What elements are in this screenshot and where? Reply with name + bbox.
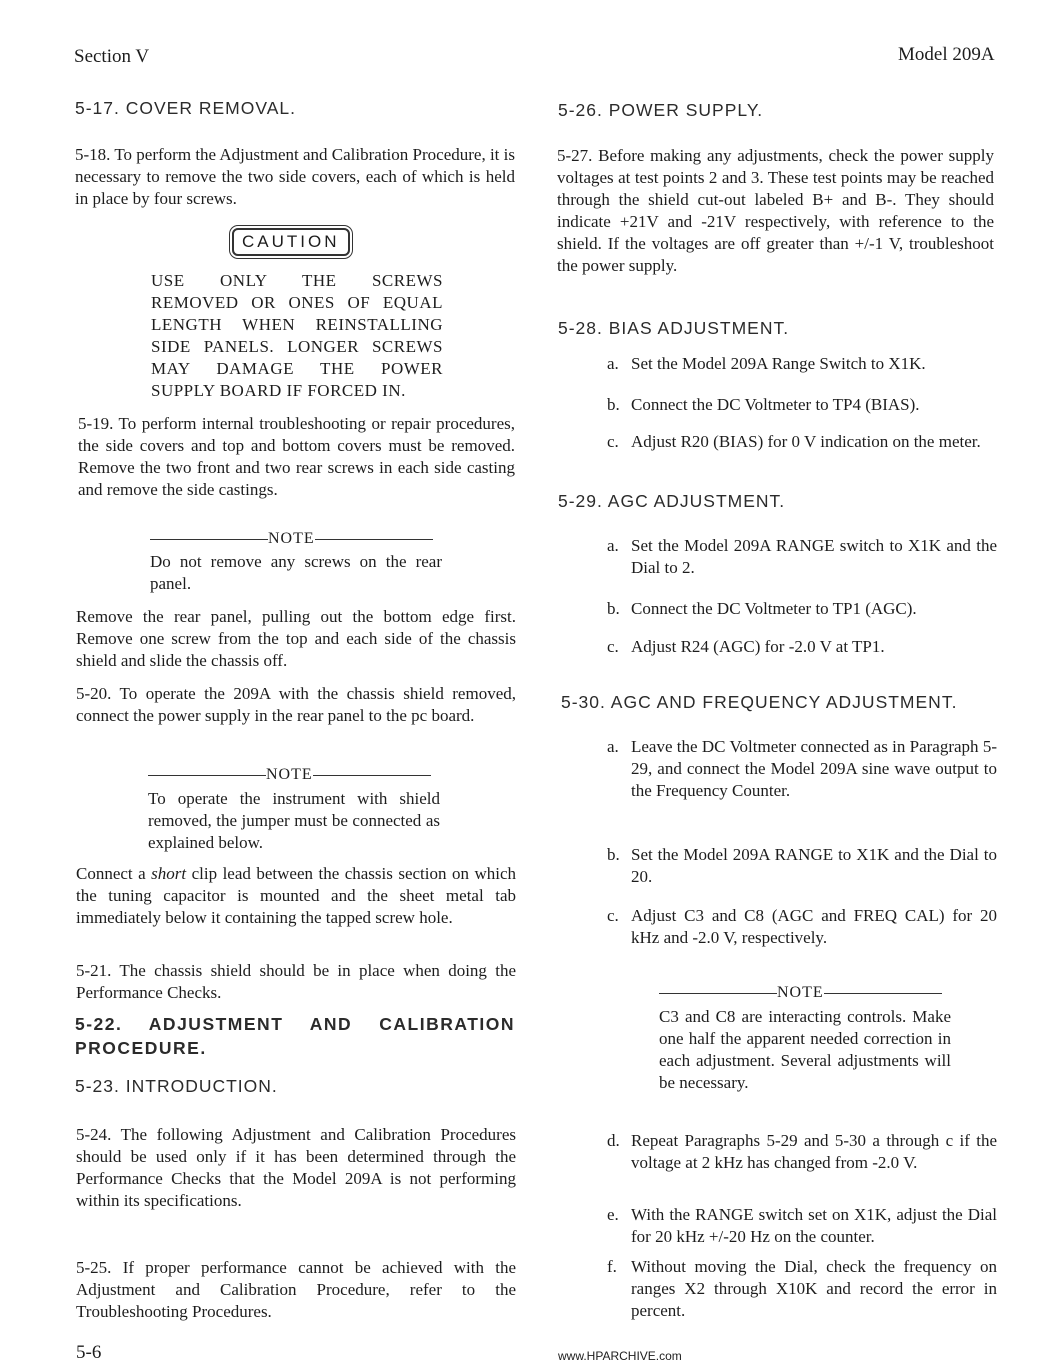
bias-step-a-label: a. <box>607 354 619 373</box>
paragraph-5-20: 5-20. To operate the 209A with the chassis shield removed, connect the power supply in the rear panel to the pc board. <box>76 684 516 725</box>
note-1-header <box>150 530 433 548</box>
freq-step-d-label: d. <box>607 1131 620 1150</box>
bias-step-b-text: Connect the DC Voltmeter to TP4 (BIAS). <box>631 395 920 414</box>
note-1-label: NOTE <box>268 530 315 547</box>
heading-5-23: 5-23. INTRODUCTION. <box>75 1076 278 1096</box>
note-2-rule-right <box>313 775 431 776</box>
note-3-header <box>659 984 942 1002</box>
agc-step-c-label: c. <box>607 637 619 656</box>
agc-step-b-text: Connect the DC Voltmeter to TP1 (AGC). <box>631 599 917 618</box>
archive-link[interactable]: www.HPARCHIVE.com <box>558 1349 682 1363</box>
freq-step-a-text: Leave the DC Voltmeter connected as in Paragraph 5-29, and connect the Model 209A sine wave output to the Frequency Counter. <box>631 737 997 800</box>
note-3-text: C3 and C8 are interacting controls. Make one half the apparent needed correction in each adjustment. Several adjustments will be necessary. <box>659 1007 951 1092</box>
freq-step-d-text: Repeat Paragraphs 5-29 and 5-30 a through c if the voltage at 2 kHz has changed from -2.0 V. <box>631 1131 997 1172</box>
paragraph-5-20b-emphasis: short <box>151 864 187 883</box>
paragraph-5-20b-post: clip lead between the chassis section on which the tuning capacitor is mounted and the sheet metal tab immediately below it containing the tapped screw hole. <box>76 864 516 927</box>
section-label: Section V <box>74 46 150 67</box>
bias-step-b-label: b. <box>607 395 620 414</box>
page-number: 5-6 <box>76 1342 102 1363</box>
caution-label: CAUTION <box>232 228 350 256</box>
paragraph-5-25: 5-25. If proper performance cannot be achieved with the Adjustment and Calibration Procedure, refer to the Troubleshooting Procedures. <box>76 1258 516 1321</box>
bias-step-c-text: Adjust R20 (BIAS) for 0 V indication on the meter. <box>631 432 981 451</box>
note-1-rule-right <box>315 539 433 540</box>
freq-step-c-text: Adjust C3 and C8 (AGC and FREQ CAL) for 20 kHz and -2.0 V, respectively. <box>631 906 997 947</box>
bias-step-c-label: c. <box>607 432 619 451</box>
paragraph-5-21: 5-21. The chassis shield should be in place when doing the Performance Checks. <box>76 961 516 1002</box>
paragraph-5-27: 5-27. Before making any adjustments, check the power supply voltages at test points 2 and 3. These test points may be reached through the shield cut-out labeled B+ and B-. They should indicate +21V and -21V respectively, with reference to the shield. If the voltages are off greater than +/-1 V, troubleshoot the power supply. <box>557 146 994 275</box>
agc-step-a-text: Set the Model 209A RANGE switch to X1K and the Dial to 2. <box>631 536 997 577</box>
caution-text: USE ONLY THE SCREWS REMOVED OR ONES OF EQUAL LENGTH WHEN REINSTALLING SIDE PANELS. LONGER SCREWS MAY DAMAGE THE POWER SUPPLY BOARD IF FORCED IN. <box>151 271 443 400</box>
freq-step-e-label: e. <box>607 1205 619 1224</box>
paragraph-5-19: 5-19. To perform internal troubleshooting or repair procedures, the side covers and top and bottom covers must be removed. Remove the two front and two rear screws in each side casting and remove the side castings. <box>78 414 515 499</box>
note-3-label: NOTE <box>777 984 824 1001</box>
freq-step-f-label: f. <box>607 1257 617 1276</box>
freq-step-b-label: b. <box>607 845 620 864</box>
freq-step-b-text: Set the Model 209A RANGE to X1K and the Dial to 20. <box>631 845 997 886</box>
note-2-header <box>148 766 431 784</box>
freq-step-e-text: With the RANGE switch set on X1K, adjust the Dial for 20 kHz +/-20 Hz on the counter. <box>631 1205 997 1246</box>
note-1-rule-left <box>150 539 268 540</box>
paragraph-5-20b <box>76 863 516 929</box>
freq-step-f-text: Without moving the Dial, check the frequency on ranges X2 through X10K and record the error in percent. <box>631 1257 997 1320</box>
note-3-rule-right <box>824 993 942 994</box>
note-2-label: NOTE <box>266 766 313 783</box>
heading-5-26: 5-26. POWER SUPPLY. <box>558 100 764 120</box>
agc-step-b-label: b. <box>607 599 620 618</box>
agc-step-c-text: Adjust R24 (AGC) for -2.0 V at TP1. <box>631 637 885 656</box>
heading-5-28: 5-28. BIAS ADJUSTMENT. <box>558 318 790 338</box>
heading-5-17: 5-17. COVER REMOVAL. <box>75 98 296 118</box>
note-1-text: Do not remove any screws on the rear panel. <box>150 552 442 593</box>
paragraph-5-24: 5-24. The following Adjustment and Calibration Procedures should be used only if it has been determined through the Performance Checks that the Model 209A is not performing within its specifications. <box>76 1125 516 1210</box>
heading-5-30: 5-30. AGC AND FREQUENCY ADJUSTMENT. <box>561 692 958 712</box>
paragraph-5-18: 5-18. To perform the Adjustment and Calibration Procedure, it is necessary to remove the two side covers, each of which is held in place by four screws. <box>75 145 515 208</box>
caution-banner <box>232 228 350 256</box>
paragraph-5-19b: Remove the rear panel, pulling out the bottom edge first. Remove one screw from the top and each side of the chassis shield and slide the chassis off. <box>76 607 516 670</box>
bias-step-a-text: Set the Model 209A Range Switch to X1K. <box>631 354 926 373</box>
freq-step-c-label: c. <box>607 906 619 925</box>
freq-step-a-label: a. <box>607 737 619 756</box>
heading-5-22: 5-22. ADJUSTMENT AND CALIBRATION PROCEDURE. <box>75 1014 515 1058</box>
note-3-rule-left <box>659 993 777 994</box>
model-label: Model 209A <box>898 44 995 65</box>
note-2-text: To operate the instrument with shield removed, the jumper must be connected as explained below. <box>148 789 440 852</box>
paragraph-5-20b-pre: Connect a <box>76 864 152 883</box>
note-2-rule-left <box>148 775 266 776</box>
heading-5-29: 5-29. AGC ADJUSTMENT. <box>558 491 786 511</box>
agc-step-a-label: a. <box>607 536 619 555</box>
